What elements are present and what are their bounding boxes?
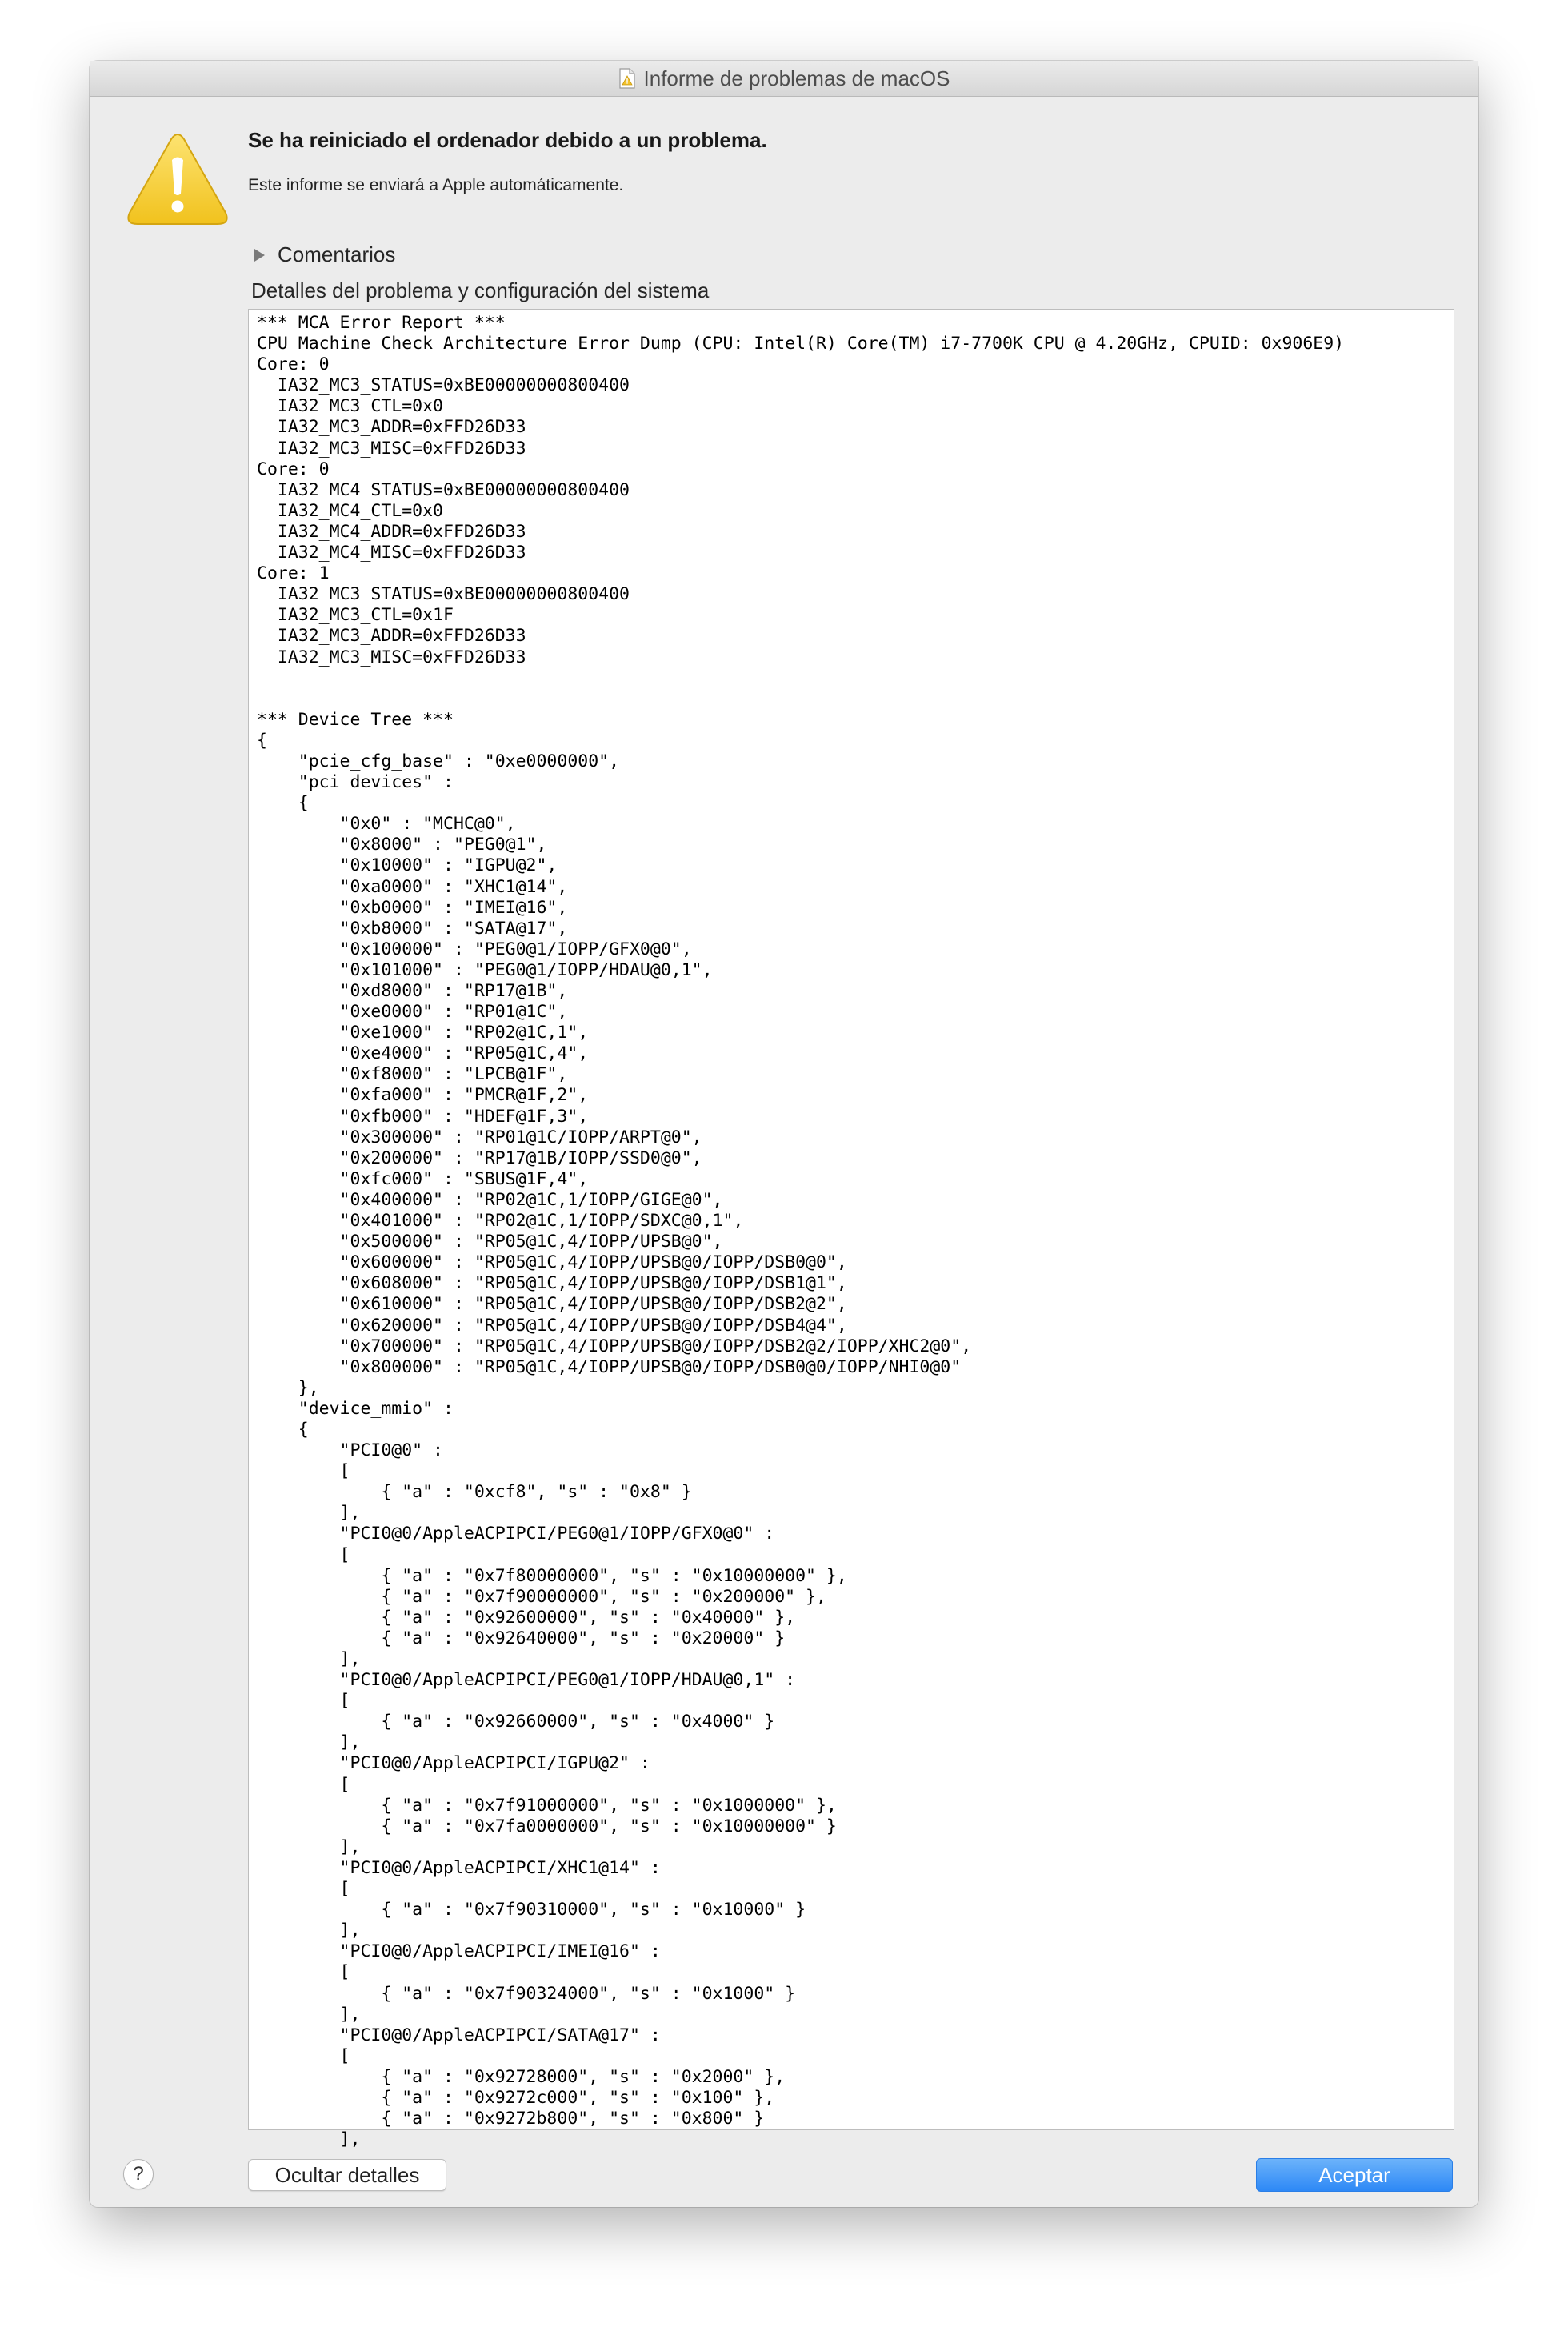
warning-icon: [126, 133, 229, 231]
comments-disclosure[interactable]: [254, 242, 395, 267]
disclosure-triangle-icon[interactable]: [254, 249, 265, 262]
title-bar[interactable]: [90, 61, 1478, 97]
warning-document-icon: [618, 68, 636, 89]
alert-subtext: Este informe se enviará a Apple automáticamente.: [248, 176, 624, 194]
report-text-area[interactable]: [248, 309, 1454, 2150]
hide-details-button[interactable]: Ocultar detalles: [248, 2159, 446, 2191]
report-text[interactable]: *** MCA Error Report *** CPU Machine Check Architecture Error Dump (CPU: Intel(R) Core(TM) i7-7700K CPU @ 4.20GHz, CPUID: 0x906E9) Core: 0 IA32_MC3_STATUS=0xBE00000000800400 IA32_MC3_CTL=0x0 IA32_MC3_ADDR=0xFFD26D33 IA32_MC3_MISC=0xFFD26D33 Core: 0 IA32_MC4_STATUS=0xBE00000000800400 IA32_MC4_CTL=0x0 IA32_MC4_ADDR=0xFFD26D33 IA32_MC4_MISC=0xFFD26D33 Core: 1 IA32_MC3_STATUS=0xBE00000000800400 IA32_MC3_CTL=0x1F IA32_MC3_ADDR=0xFFD26D33 IA32_MC3_MISC=0xFFD26D33 *** Device Tree *** { "pcie_cfg_base" : "0xe0000000", "pci_devices" : { "0x0" : "MCHC@0", "0x8000" : "PEG0@1", "0x10000" : "IGPU@2", "0xa0000" : "XHC1@14", "0xb0000" : "IMEI@16", "0xb8000" : "SATA@17", "0x100000" : "PEG0@1/IOPP/GFX0@0", "0x101000" : "PEG0@1/IOPP/HDAU@0,1", "0xd8000" : "RP17@1B", "0xe0000" : "RP01@1C", "0xe1000" : "RP02@1C,1", "0xe4000" : "RP05@1C,4", "0xf8000" : "LPCB@1F", "0xfa000" : "PMCR@1F,2", "0xfb000" : "HDEF@1F,3", "0x300000" : "RP01@1C/IOPP/ARPT@0", "0x200000" : "RP17@1B/IOPP/SSD0@0", "0xfc000" : "SBUS@1F,4", "0x400000" : "RP02@1C,1/IOPP/GIGE@0", "0x401000" : "RP02@1C,1/IOPP/SDXC@0,1", "0x500000" : "RP05@1C,4/IOPP/UPSB@0", "0x600000" : "RP05@1C,4/IOPP/UPSB@0/IOPP/DSB0@0", "0x608000" : "RP05@1C,4/IOPP/UPSB@0/IOPP/DSB1@1", "0x610000" : "RP05@1C,4/IOPP/UPSB@0/IOPP/DSB2@2", "0x620000" : "RP05@1C,4/IOPP/UPSB@0/IOPP/DSB4@4", "0x700000" : "RP05@1C,4/IOPP/UPSB@0/IOPP/DSB2@2/IOPP/XHC2@0", "0x800000" : "RP05@1C,4/IOPP/UPSB@0/IOPP/DSB0@0/IOPP/NHI0@0" }, "device_mmio" : { "PCI0@0" : [ { "a" : "0xcf8", "s" : "0x8" } ], "PCI0@0/AppleACPIPCI/PEG0@1/IOPP/GFX0@0" : [ { "a" : "0x7f80000000", "s" : "0x10000000" }, { "a" : "0x7f90000000", "s" : "0x200000" }, { "a" : "0x92600000", "s" : "0x40000" }, { "a" : "0x92640000", "s" : "0x20000" } ], "PCI0@0/AppleACPIPCI/PEG0@1/IOPP/HDAU@0,1" : [ { "a" : "0x92660000", "s" : "0x4000" } ], "PCI0@0/AppleACPIPCI/IGPU@2" : [ { "a" : "0x7f91000000", "s" : "0x1000000" }, { "a" : "0x7fa0000000", "s" : "0x10000000" } ], "PCI0@0/AppleACPIPCI/XHC1@14" : [ { "a" : "0x7f90310000", "s" : "0x10000" } ], "PCI0@0/AppleACPIPCI/IMEI@16" : [ { "a" : "0x7f90324000", "s" : "0x1000" } ], "PCI0@0/AppleACPIPCI/SATA@17" : [ { "a" : "0x92728000", "s" : "0x2000" }, { "a" : "0x9272c000", "s" : "0x100" }, { "a" : "0x9272b800", "s" : "0x800" } ],: [257, 313, 1345, 2150]
comments-label: Comentarios: [278, 242, 396, 266]
alert-headline: Se ha reiniciado el ordenador debido a un problema.: [248, 128, 767, 152]
details-label: Detalles del problema y configuración del sistema: [251, 278, 710, 302]
problem-report-window: [90, 61, 1478, 2207]
help-button[interactable]: ?: [123, 2159, 154, 2189]
window-title: Informe de problemas de macOS: [643, 66, 950, 90]
accept-button[interactable]: Aceptar: [1256, 2158, 1453, 2192]
